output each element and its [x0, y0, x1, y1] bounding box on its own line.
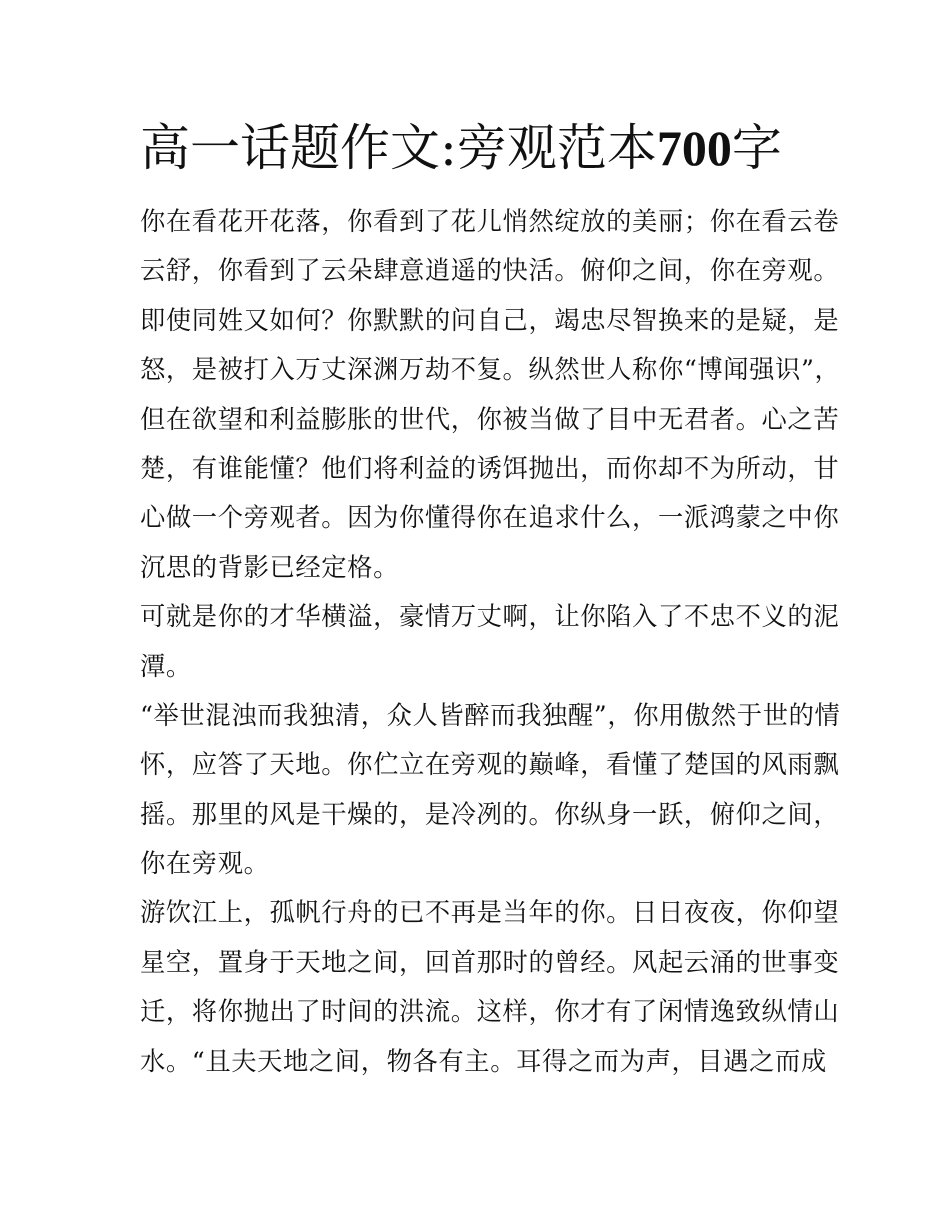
text-line: 云舒，你看到了云朵肆意逍遥的快活。俯仰之间，你在旁观。: [140, 256, 840, 286]
essay-body: [140, 202, 841, 1091]
text-line: “举世混浊而我独清，众人皆醉而我独醒”，你用傲然于世的情: [140, 700, 841, 730]
text-line: 你在旁观。: [140, 849, 270, 879]
title-number: 700: [656, 120, 732, 176]
text-line: 星空，置身于天地之间，回首那时的曾经。风起云涌的世事变: [140, 947, 840, 977]
text-line: 沉思的背影已经定格。: [140, 552, 399, 582]
text-line: 迁，将你抛出了时间的洪流。这样，你才有了闲情逸致纵情山: [140, 997, 840, 1027]
text-line: 水。“且夫天地之间，物各有主。耳得之而为声，目遇之而成: [140, 1046, 827, 1076]
text-line: 心做一个旁观者。因为你懂得你在追求什么，一派鸿蒙之中你: [140, 503, 840, 533]
page-title: [140, 116, 840, 180]
text-line: 即使同姓又如何？你默默的问自己，竭忠尽智换来的是疑，是: [140, 305, 840, 335]
text-line: 你在看花开花落，你看到了花儿悄然绽放的美丽；你在看云卷: [140, 207, 840, 236]
text-line: 潭。: [140, 651, 192, 681]
text-line: 怒，是被打入万丈深渊万劫不复。纵然世人称你“博闻强识”，: [140, 355, 841, 385]
title-suffix: 字: [731, 119, 782, 177]
text-line: 但在欲望和利益膨胀的世代，你被当做了目中无君者。心之苦: [140, 404, 840, 434]
title-prefix: 高一话题作文:旁观范本: [140, 119, 657, 177]
text-line: 可就是你的才华横溢，豪情万丈啊，让你陷入了不忠不义的泥: [140, 602, 840, 632]
text-line: 楚，有谁能懂？他们将利益的诱饵抛出，而你却不为所动，甘: [140, 453, 840, 483]
text-line: 游饮江上，孤帆行舟的已不再是当年的你。日日夜夜，你仰望: [140, 898, 840, 928]
text-line: 怀，应答了天地。你伫立在旁观的巅峰，看懂了楚国的风雨飘: [140, 750, 840, 780]
text-line: 摇。那里的风是干燥的，是冷冽的。你纵身一跃，俯仰之间，: [140, 799, 840, 829]
